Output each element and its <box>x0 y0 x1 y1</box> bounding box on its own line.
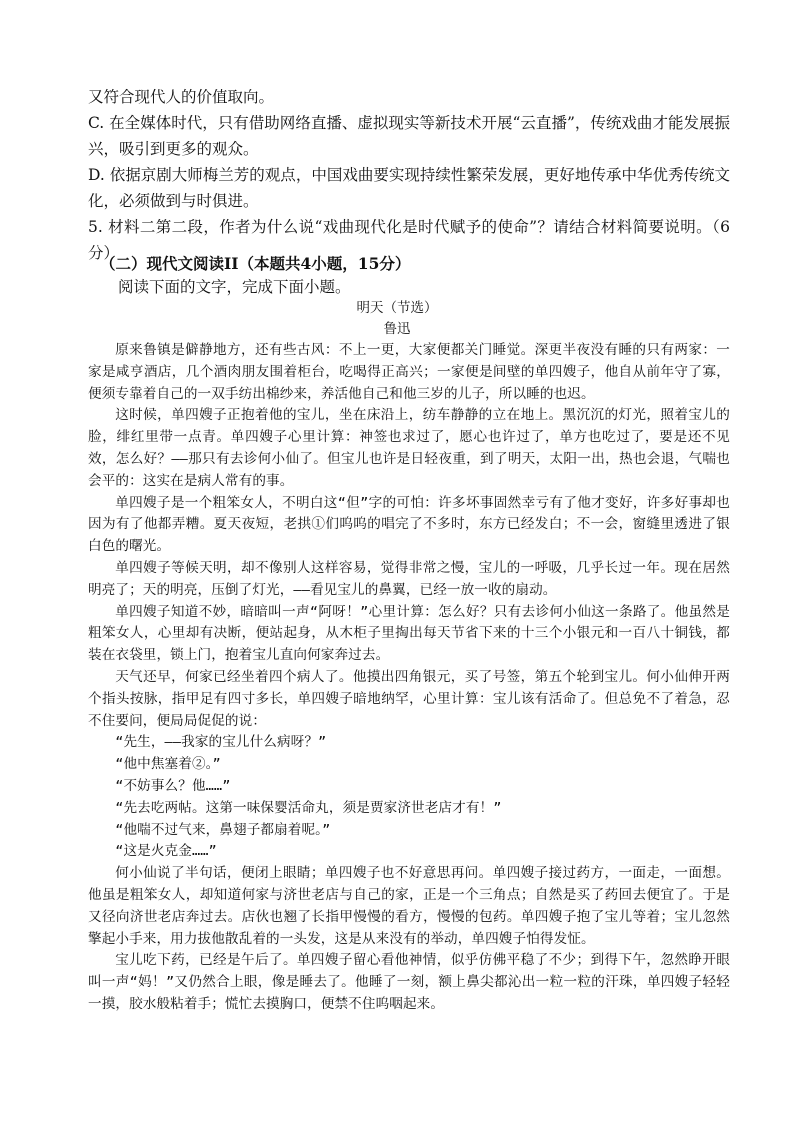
option-d: D. 依据京剧大师梅兰芳的观点，中国戏曲要实现持续性繁荣发展，更好地传承中华优秀传统文化，必须做到与时俱进。 <box>88 166 730 210</box>
dialogue-line: “先生，——我家的宝儿什么病呀？” <box>115 734 327 751</box>
story-title: 明天（节选） <box>356 300 438 316</box>
story-paragraph: 宝儿吃下药，已经是午后了。单四嫂子留心看他神情，似乎仿佛平稳了不少；到得下午，忽然睁开眼叫一声“妈！”又仍然合上眼，像是睡去了。他睡了一刻，额上鼻尖都沁出一粒一粒的汗珠，单四嫂子轻轻一摸，胶水般粘着手；慌忙去摸胸口，便禁不住呜咽起来。 <box>88 952 730 1012</box>
option-b-tail: 又符合现代人的价值取向。 <box>88 88 275 106</box>
story-paragraph: 天气还早，何家已经坐着四个病人了。他摸出四角银元，买了号签，第五个轮到宝儿。何小仙伸开两个指头按脉，指甲足有四寸多长，单四嫂子暗地纳罕，心里计算：宝儿该有活命了。但总免不了着急，忍不住要问，便局局促促的说： <box>88 668 730 729</box>
section-heading: （二）现代文阅读II（本题共4小题，15分） <box>100 254 411 273</box>
dialogue-line: “先去吃两帖。这第一味保婴活命丸，须是贾家济世老店才有！” <box>115 799 502 816</box>
story-paragraph: 何小仙说了半句话，便闭上眼睛；单四嫂子也不好意思再问。单四嫂子接过药方，一面走，一面想。他虽是粗笨女人，却知道何家与济世老店与自己的家，正是一个三角点；自然是买了药回去便宜了。于是又径向济世老店奔过去。店伙也翘了长指甲慢慢的看方，慢慢的包药。单四嫂子抱了宝儿等着；宝儿忽然擎起小手来，用力拔他散乱着的一头发，这是从来没有的举动，单四嫂子怕得发怔。 <box>88 865 730 947</box>
question-5: 5. 材料二第二段，作者为什么说“戏曲现代化是时代赋予的使命”？请结合材料简要说明。（6分） <box>88 218 730 262</box>
story-author: 鲁迅 <box>383 321 411 337</box>
story-paragraph: 单四嫂子知道不妙，暗暗叫一声“阿呀！”心里计算：怎么好？只有去诊何小仙这一条路了。他虽然是粗笨女人，心里却有决断，便站起身，从木柜子里掏出每天节省下来的十三个小银元和一百八十铜钱，都装在衣袋里，锁上门，抱着宝儿直向何家奔过去。 <box>88 603 730 664</box>
reading-instruction: 阅读下面的文字，完成下面小题。 <box>118 278 351 296</box>
dialogue-line: “他中焦塞着②。” <box>115 756 221 773</box>
dialogue-line: “不妨事么？他……” <box>115 777 231 794</box>
dialogue-line: “他喘不过气来，鼻翅子都扇着呢。” <box>115 821 331 838</box>
story-paragraph: 这时候，单四嫂子正抱着他的宝儿，坐在床沿上，纺车静静的立在地上。黑沉沉的灯光，照着宝儿的脸，绯红里带一点青。单四嫂子心里计算：神签也求过了，愿心也许过了，单方也吃过了，要是还不见效，怎么好？——那只有去诊何小仙了。但宝儿也许是日轻夜重，到了明天，太阳一出，热也会退，气喘也会平的：这实在是病人常有的事。 <box>88 407 730 489</box>
story-paragraph: 单四嫂子是一个粗笨女人，不明白这“但”字的可怕：许多坏事固然幸亏有了他才变好，许多好事却也因为有了他都弄糟。夏天夜短，老拱①们呜呜的唱完了不多时，东方已经发白；不一会，窗缝里透进了银白色的曙光。 <box>88 494 730 555</box>
option-c: C. 在全媒体时代，只有借助网络直播、虚拟现实等新技术开展“云直播”，传统戏曲才能发展振兴，吸引到更多的观众。 <box>88 114 730 158</box>
story-paragraph: 原来鲁镇是僻静地方，还有些古风：不上一更，大家便都关门睡觉。深更半夜没有睡的只有两家：一家是咸亨酒店，几个酒肉朋友围着柜台，吃喝得正高兴；一家便是间壁的单四嫂子，他自从前年守了寡，便须专靠着自己的一双手纺出棉纱来，养活他自己和他三岁的儿子，所以睡的也迟。 <box>88 342 730 402</box>
story-body <box>88 340 730 1016</box>
story-paragraph: 单四嫂子等候天明，却不像别人这样容易，觉得非常之慢，宝儿的一呼吸，几乎长过一年。现在居然明亮了；天的明亮，压倒了灯光，——看见宝儿的鼻翼，已经一放一收的扇动。 <box>88 559 730 598</box>
dialogue-line: “这是火克金……” <box>115 843 217 860</box>
